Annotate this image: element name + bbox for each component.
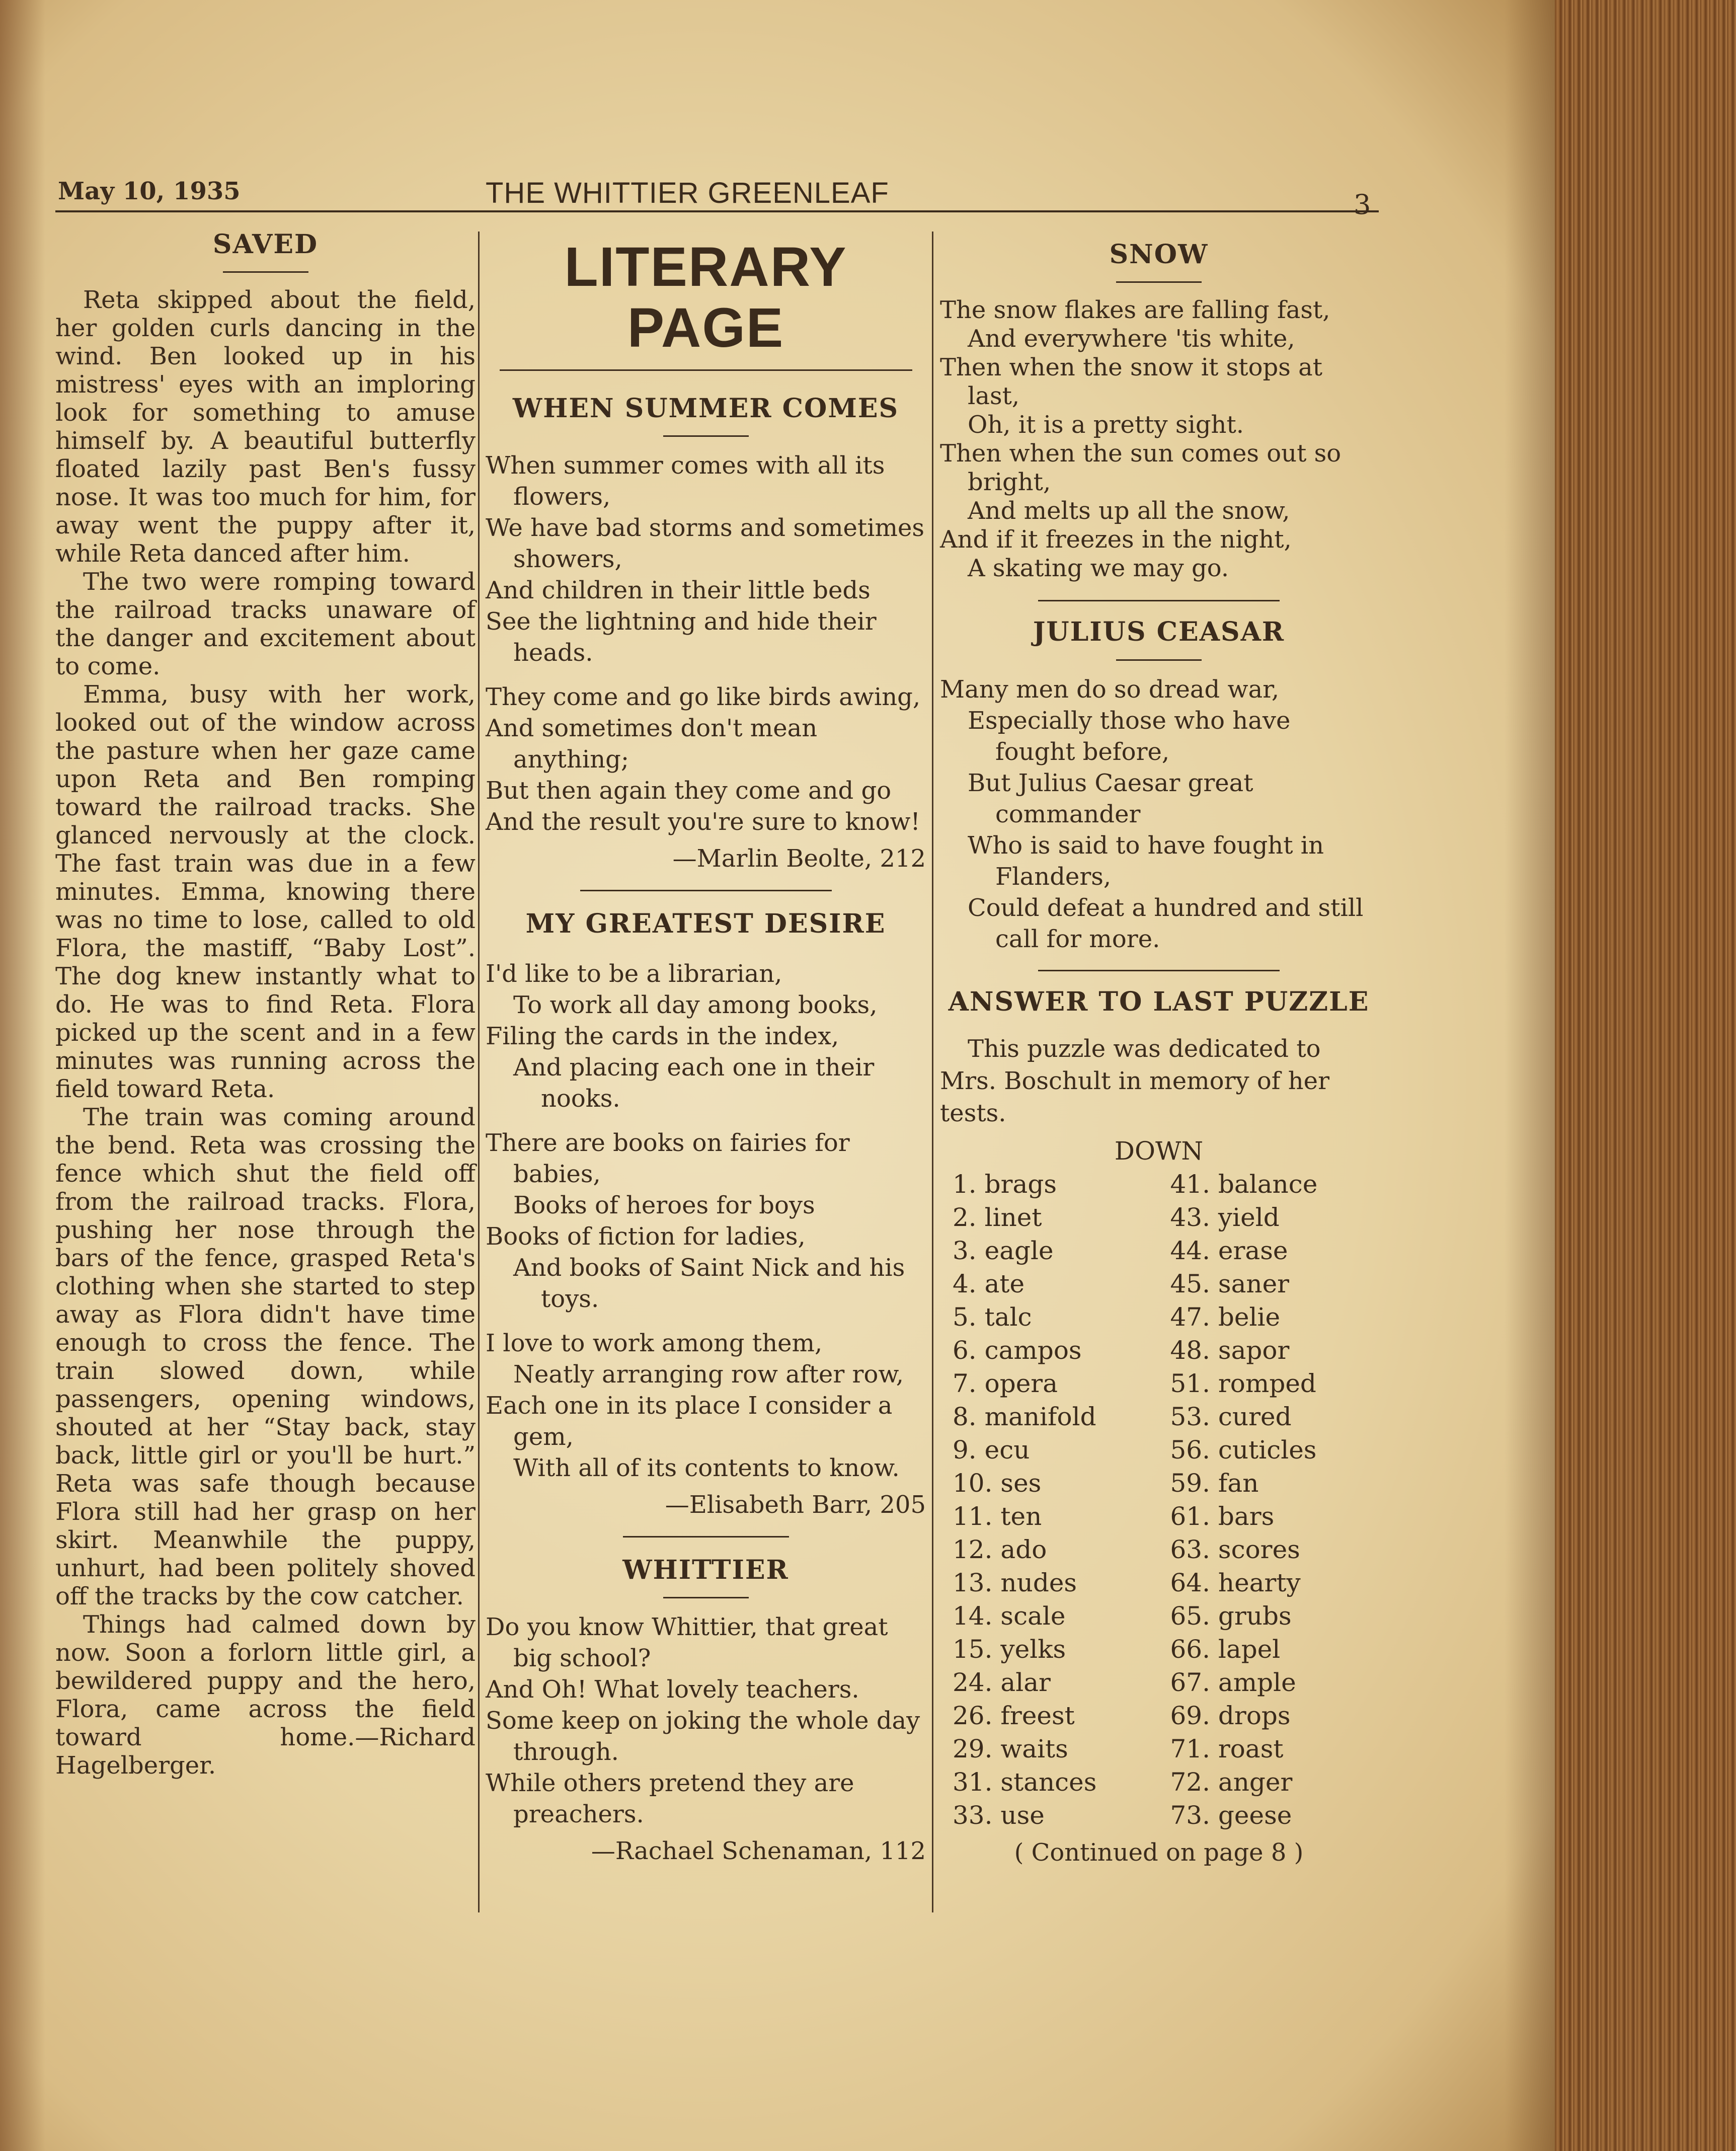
poem-line: And everywhere 'tis white, xyxy=(968,325,1295,353)
column-divider-right xyxy=(932,232,933,1912)
answer-item: 6. campos xyxy=(953,1336,1082,1365)
answer-item: 66. lapel xyxy=(1170,1635,1281,1664)
story-paragraph: The two were romping toward the railroad tracks unaware of the danger and excitement about to come. xyxy=(55,568,476,681)
poem-line: And if it freezes in the night, xyxy=(940,525,1292,554)
answer-grid xyxy=(940,1168,1378,1832)
heading-rule xyxy=(663,1597,749,1598)
poem-line: And Oh! What lovely teachers. xyxy=(486,1675,859,1704)
summer-poem xyxy=(486,450,926,837)
poem-line: Books of fiction for ladies, xyxy=(486,1222,806,1251)
answer-item: 73. geese xyxy=(1170,1801,1292,1830)
section-rule xyxy=(623,1536,789,1538)
answer-item: 43. yield xyxy=(1170,1203,1280,1233)
summer-author: —Marlin Beolte, 212 xyxy=(672,844,926,873)
heading-rule xyxy=(1116,659,1202,661)
answer-list-right xyxy=(1170,1168,1378,1832)
section-rule xyxy=(580,890,832,891)
poem-line: To work all day among books, xyxy=(513,990,878,1019)
poem-line: And the result you're sure to know! xyxy=(486,808,920,836)
poem-line: Do you know Whittier, that great big school? xyxy=(486,1613,888,1673)
issue-date: May 10, 1935 xyxy=(58,177,241,205)
down-label: DOWN xyxy=(1114,1136,1204,1166)
answer-item: 47. belie xyxy=(1170,1302,1281,1332)
poem-line: And placing each one in their nooks. xyxy=(513,1053,875,1113)
answer-item: 63. scores xyxy=(1170,1535,1300,1565)
summer-heading: WHEN SUMMER COMES xyxy=(512,393,899,424)
answer-item: 26. freest xyxy=(953,1701,1075,1731)
poem-line: When summer comes with all its flowers, xyxy=(486,451,885,511)
answer-item: 59. fan xyxy=(1170,1469,1259,1498)
answer-item: 13. nudes xyxy=(953,1568,1077,1598)
poem-line: See the lightning and hide their heads. xyxy=(486,607,877,667)
poem-line: While others pretend they are preachers. xyxy=(486,1769,854,1829)
answer-item: 4. ate xyxy=(953,1269,1025,1299)
answer-item: 61. bars xyxy=(1170,1502,1275,1531)
snow-heading: SNOW xyxy=(1109,239,1209,270)
puzzle-intro: This puzzle was dedicated to Mrs. Boschult in memory of her tests. xyxy=(940,1035,1330,1128)
saved-body xyxy=(55,286,476,1780)
answer-item: 10. ses xyxy=(953,1469,1042,1498)
answer-item: 56. cuticles xyxy=(1170,1435,1317,1465)
poem-line: But then again they come and go xyxy=(486,777,892,805)
poem-line: I'd like to be a librarian, xyxy=(486,959,782,988)
poem-line: They come and go like birds awing, xyxy=(486,683,921,712)
answer-item: 5. talc xyxy=(953,1302,1032,1332)
poem-line: But Julius Caesar great commander xyxy=(968,769,1253,828)
answer-item: 12. ado xyxy=(953,1535,1047,1565)
poem-line: Each one in its place I consider a gem, xyxy=(486,1391,893,1451)
answer-item: 8. manifold xyxy=(953,1402,1096,1432)
answer-item: 31. stances xyxy=(953,1768,1097,1797)
poem-line: Who is said to have fought in Flanders, xyxy=(968,831,1324,891)
answer-item: 7. opera xyxy=(953,1369,1058,1399)
answer-item: 14. scale xyxy=(953,1601,1066,1631)
desire-poem xyxy=(486,958,926,1484)
literary-page-title: LITERARY PAGE xyxy=(564,236,847,359)
answer-item: 65. grubs xyxy=(1170,1601,1292,1631)
poem-line: Could defeat a hundred and still call for more. xyxy=(968,893,1364,953)
heading-rule xyxy=(1116,281,1202,283)
answer-item: 1. brags xyxy=(953,1170,1057,1199)
poem-line: We have bad storms and sometimes showers, xyxy=(486,514,925,574)
heading-rule xyxy=(663,435,749,437)
answer-item: 71. roast xyxy=(1170,1734,1284,1764)
section-rule xyxy=(1038,970,1280,971)
section-rule xyxy=(1038,600,1280,601)
answer-item: 24. alar xyxy=(953,1668,1051,1698)
caesar-poem xyxy=(940,674,1378,955)
answer-item: 44. erase xyxy=(1170,1236,1288,1266)
answer-item: 53. cured xyxy=(1170,1402,1292,1432)
column-divider-left xyxy=(478,232,480,1912)
whittier-heading: WHITTIER xyxy=(622,1554,789,1585)
book-page-edges xyxy=(1555,0,1736,2151)
poem-line: Filing the cards in the index, xyxy=(486,1022,839,1050)
answer-list-left xyxy=(953,1168,1160,1832)
poem-line: The snow flakes are falling fast, xyxy=(940,296,1330,325)
poem-line: And melts up all the snow, xyxy=(968,497,1290,525)
right-column xyxy=(940,239,1378,1869)
poem-line: There are books on fairies for babies, xyxy=(486,1128,850,1188)
snow-poem xyxy=(940,296,1378,583)
puzzle-heading: ANSWER TO LAST PUZZLE xyxy=(948,986,1370,1017)
poem-line: Neatly arranging row after row, xyxy=(513,1360,904,1389)
caesar-heading: JULIUS CEASAR xyxy=(1033,617,1285,648)
poem-line: Many men do so dread war, xyxy=(940,675,1280,704)
whittier-author: —Rachael Schenaman, 112 xyxy=(591,1837,926,1866)
answer-item: 69. drops xyxy=(1170,1701,1291,1731)
story-paragraph: Things had calmed down by now. Soon a forlorn little girl, a bewildered puppy and the hero, Flora, came across the field toward home.—Richard Hagelberger. xyxy=(55,1610,476,1780)
masthead-rule xyxy=(55,210,1379,212)
answer-item: 9. ecu xyxy=(953,1435,1030,1465)
poem-line: Then when the snow it stops at last, xyxy=(940,353,1322,411)
literary-column xyxy=(486,237,926,1865)
story-paragraph: The train was coming around the bend. Reta was crossing the fence which shut the field off from the railroad tracks. Flora, pushing her nose through the bars of the fence, grasped Reta's clothing when she started to step away as Flora didn't have time enough to cross the fence. The train slowed down, while passengers, opening windows, shouted at her “Stay back, stay back, little girl or you'll be hurt.” Reta was safe though because Flora still had her grasp on her skirt. Meanwhile the puppy, unhurt, had been politely shoved off the tracks by the cow catcher. xyxy=(55,1103,476,1611)
poem-line: Then when the sun comes out so bright, xyxy=(940,439,1342,497)
answer-item: 51. romped xyxy=(1170,1369,1316,1399)
answer-item: 67. ample xyxy=(1170,1668,1296,1698)
poem-line: And books of Saint Nick and his toys. xyxy=(513,1253,905,1313)
answer-item: 33. use xyxy=(953,1801,1045,1830)
poem-line: With all of its contents to know. xyxy=(513,1453,900,1482)
story-paragraph: Reta skipped about the field, her golden curls dancing in the wind. Ben looked up in his mistress' eyes with an imploring look for something to amuse himself by. A beautiful butterfly floated lazily past Ben's fussy nose. It was too much for him, for away went the puppy after it, while Reta danced after him. xyxy=(55,286,476,568)
poem-line: Especially those who have fought before, xyxy=(968,706,1291,766)
newspaper-title: THE WHITTIER GREENLEAF xyxy=(486,177,889,209)
story-paragraph: Emma, busy with her work, looked out of the window across the pasture when her gaze came upon Reta and Ben romping toward the railroad tracks. She glanced nervously at the clock. The fast train was due in a few minutes. Emma, knowing there was no time to lose, called to old Flora, the mastiff, “Baby Lost”. The dog knew instantly what to do. He was to find Reta. Flora picked up the scent and in a few minutes was running across the field toward Reta. xyxy=(55,680,476,1104)
puzzle-answers xyxy=(940,1033,1378,1869)
binding-shadow xyxy=(0,0,45,2151)
poem-line: Some keep on joking the whole day through. xyxy=(486,1707,920,1766)
desire-heading: MY GREATEST DESIRE xyxy=(525,908,886,940)
title-rule xyxy=(500,369,912,376)
answer-item: 29. waits xyxy=(953,1734,1068,1764)
answer-item: 2. linet xyxy=(953,1203,1042,1233)
heading-rule xyxy=(223,271,308,273)
answer-item: 11. ten xyxy=(953,1502,1042,1531)
answer-item: 48. sapor xyxy=(1170,1336,1290,1365)
answer-item: 41. balance xyxy=(1170,1170,1318,1199)
answer-item: 72. anger xyxy=(1170,1768,1293,1797)
poem-line: And sometimes don't mean anything; xyxy=(486,714,818,774)
page-number: 3 xyxy=(1354,189,1371,220)
poem-line: A skating we may go. xyxy=(968,554,1229,583)
whittier-poem xyxy=(486,1611,926,1830)
poem-line: I love to work among them, xyxy=(486,1329,823,1357)
answer-item: 3. eagle xyxy=(953,1236,1054,1266)
poem-line: Books of heroes for boys xyxy=(513,1191,815,1219)
answer-item: 15. yelks xyxy=(953,1635,1066,1664)
saved-heading: SAVED xyxy=(212,229,319,260)
poem-line: And children in their little beds xyxy=(486,576,871,605)
poem-line: Oh, it is a pretty sight. xyxy=(968,411,1244,439)
answer-item: 45. saner xyxy=(1170,1269,1290,1299)
desire-author: —Elisabeth Barr, 205 xyxy=(665,1490,926,1519)
answer-item: 64. hearty xyxy=(1170,1568,1301,1598)
continued-note: ( Continued on page 8 ) xyxy=(1014,1838,1304,1867)
saved-story xyxy=(55,229,476,1780)
